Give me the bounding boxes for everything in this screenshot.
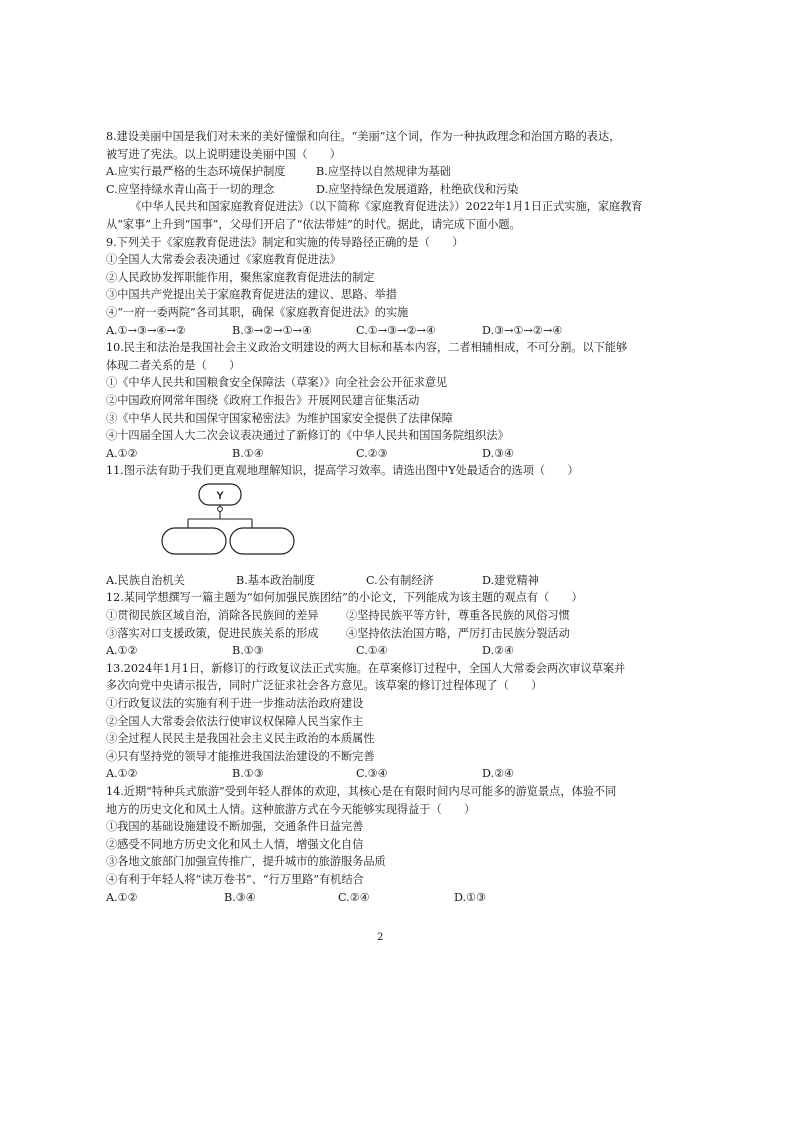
diagram-junction: [218, 506, 223, 511]
q13-stem-line1: 13.2024年1月1日，新修订的行政复议法正式实施。在草案修订过程中，全国人大常委会两次审议草案并: [106, 661, 626, 675]
q8-options-row1: [106, 163, 666, 181]
q12-item-1: ①贯彻民族区域自治，消除各民族间的差异: [106, 609, 319, 623]
q8-option-b: B.应坚持以自然规律为基础: [316, 165, 451, 179]
q13-item-1: ①行政复议法的实施有利于进一步推动法治政府建设: [106, 697, 364, 711]
q9-options: [106, 322, 666, 340]
q14-stem-line2: 地方的历史文化和风土人情。这种旅游方式在今天能够实现得益于（ ）: [106, 802, 476, 816]
q12-option-a: A.①②: [106, 644, 138, 658]
q12-stem: 12.某同学想撰写一篇主题为“如何加强民族团结”的小论文，下列能成为该主题的观点有（ ）: [106, 591, 583, 605]
q9-option-c: C.①→③→②→④: [356, 323, 436, 337]
q10-item-3: ③《中华人民共和国保守国家秘密法》为维护国家安全提供了法律保障: [106, 411, 453, 425]
q9-item-1: ①全国人大常委会表决通过《家庭教育促进法》: [106, 253, 341, 267]
q8-option-d: D.应坚持绿色发展道路，杜绝砍伐和污染: [316, 182, 519, 196]
q10-item-1: ①《中华人民共和国粮食安全保障法（草案）》向全社会公开征求意见: [106, 376, 448, 390]
page-number: 2: [377, 932, 384, 943]
q10-option-b: B.①④: [232, 446, 264, 460]
q14-option-b: B.③④: [224, 890, 256, 904]
q10-option-a: A.①②: [106, 446, 138, 460]
diagram-right-node: [230, 528, 294, 554]
q13-item-2: ②全国人大常委会依法行使审议权保障人民当家作主: [106, 714, 364, 728]
q9-option-a: A.①→③→④→②: [106, 323, 186, 337]
q13-stem-line2: 多次向党中央请示报告，同时广泛征求社会各方意见。该草案的修订过程体现了（ ）: [106, 679, 543, 693]
q11-stem: 11.图示法有助于我们更直观地理解知识，提高学习效率。请选出图中Y处最适合的选项（ ）: [106, 464, 579, 478]
q13-option-c: C.③④: [356, 767, 388, 781]
q13-item-3: ③全过程人民民主是我国社会主义民主政治的本质属性: [106, 732, 375, 746]
q10-item-4: ④十四届全国人大二次会议表决通过了新修订的《中华人民共和国国务院组织法》: [106, 429, 509, 443]
q13-option-d: D.②④: [482, 767, 515, 781]
q10-item-2: ②中国政府网常年围绕《政府工作报告》开展网民建言征集活动: [106, 393, 420, 407]
diagram-left-node: [162, 528, 226, 554]
q14-item-4: ④有利于年轻人将“读万卷书”、“行万里路”有机结合: [106, 872, 364, 886]
q8-options-row2: [106, 181, 666, 199]
tree-diagram: [106, 480, 666, 572]
q9-item-4: ④“一府一委两院”各司其职，确保《家庭教育促进法》的实施: [106, 305, 409, 319]
q14-options: [106, 889, 666, 907]
q9-item-2: ②人民政协发挥职能作用，聚焦家庭教育促进法的制定: [106, 270, 375, 284]
q10-stem-line1: 10.民主和法治是我国社会主义政治文明建设的两大目标和基本内容，二者相辅相成，不可分割。以下能够: [106, 341, 628, 355]
q11-diagram: [106, 480, 666, 572]
q8-option-a: A.应实行最严格的生态环境保护制度: [106, 165, 286, 179]
q14-stem-line1: 14.近期“特种兵式旅游”受到年轻人群体的欢迎，其核心是在有限时间内尽可能多的游览景点，体验不同: [106, 785, 617, 798]
q14-option-a: A.①②: [106, 890, 138, 904]
q13-option-b: B.①③: [232, 767, 264, 781]
q13-options: [106, 765, 666, 783]
q14-option-d: D.①③: [454, 890, 487, 904]
q9-stem: 9.下列关于《家庭教育促进法》制定和实施的传导路径正确的是（ ）: [106, 235, 464, 249]
q9-option-d: D.③→①→②→④: [482, 323, 563, 337]
q9-option-b: B.③→②→①→④: [232, 323, 313, 337]
q10-option-c: C.②③: [356, 446, 388, 460]
q12-item-4: ④坚持依法治国方略，严厉打击民族分裂活动: [346, 626, 570, 640]
q11-option-d: D.建党精神: [482, 573, 539, 587]
q12-item-2: ②坚持民族平等方针，尊重各民族的风俗习惯: [346, 609, 570, 623]
q14-item-3: ③各地文旅部门加强宣传推广，提升城市的旅游服务品质: [106, 855, 386, 869]
q12-items-row2: [106, 625, 666, 643]
q11-options: [106, 572, 666, 590]
material-passage: 《中华人民共和国家庭教育促进法》（以下简称《家庭教育促进法》）2022年1月1日正式实施，家庭教育从“家事”上升到“国事”，父母们开启了“依法带娃”的时代。据此，请完成下面小题。: [106, 200, 643, 231]
q14-option-c: C.②④: [338, 890, 370, 904]
question-content: [106, 128, 666, 906]
q10-option-d: D.③④: [482, 446, 515, 460]
q8-stem-line2: 被写进了宪法。以上说明建设美丽中国（ ）: [106, 147, 341, 161]
q11-option-b: B.基本政治制度: [236, 573, 315, 587]
q12-item-3: ③落实对口支援政策，促进民族关系的形成: [106, 626, 319, 640]
q10-options: [106, 445, 666, 463]
q13-option-a: A.①②: [106, 767, 138, 781]
q12-items-row1: [106, 607, 666, 625]
q12-option-b: B.①③: [232, 644, 264, 658]
q8-stem-line1: 8.建设美丽中国是我们对未来的美好憧憬和向往。“美丽”这个词，作为一种执政理念和治国方略的表达，: [106, 130, 621, 143]
q13-item-4: ④只有坚持党的领导才能推进我国法治建设的不断完善: [106, 749, 375, 763]
diagram-top-node-label: Y: [216, 489, 224, 502]
q14-item-1: ①我国的基础设施建设不断加强，交通条件日益完善: [106, 820, 364, 834]
q12-option-d: D.②④: [482, 644, 515, 658]
q11-option-c: C.公有制经济: [366, 573, 434, 587]
q12-options: [106, 642, 666, 660]
q8-option-c: C.应坚持绿水青山高于一切的理念: [106, 182, 275, 196]
q12-option-c: C.①④: [356, 644, 388, 658]
q10-stem-line2: 体现二者关系的是（ ）: [106, 358, 241, 372]
q11-option-a: A.民族自治机关: [106, 573, 185, 587]
q14-item-2: ②感受不同地方历史文化和风土人情，增强文化自信: [106, 837, 364, 851]
q9-item-3: ③中国共产党提出关于家庭教育促进法的建议、思路、举措: [106, 288, 397, 302]
